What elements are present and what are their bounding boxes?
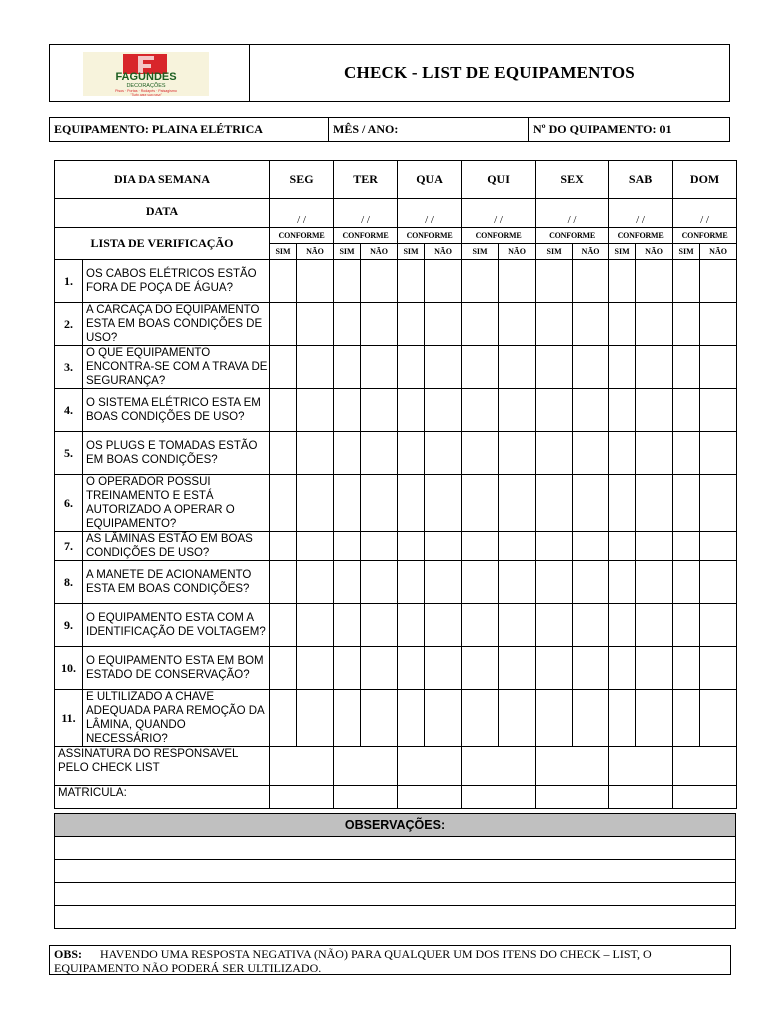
nao-checkbox-sab[interactable] [636,690,673,747]
sim-checkbox-qui[interactable] [462,604,499,647]
observations-table [54,813,736,929]
sim-checkbox-qua[interactable] [398,303,425,346]
sim-checkbox-qua[interactable] [398,260,425,303]
footer-obs-label: OBS: [54,947,83,961]
nao-checkbox-sab[interactable] [636,303,673,346]
conforme-header: CONFORME [673,228,737,244]
nao-checkbox-qui[interactable] [499,604,536,647]
observations-title: OBSERVAÇÕES: [55,814,736,837]
sim-checkbox-sab[interactable] [609,690,636,747]
conforme-header: CONFORME [270,228,334,244]
item-number: 11. [55,690,83,747]
observation-line[interactable] [55,837,736,860]
nao-checkbox-qua[interactable] [425,561,462,604]
sim-checkbox-sex[interactable] [536,561,573,604]
checklist-label: LISTA DE VERIFICAÇÃO [55,228,270,260]
nao-checkbox-qua[interactable] [425,389,462,432]
sim-checkbox-ter[interactable] [334,604,361,647]
item-question: O QUE EQUIPAMENTO ENCONTRA-SE COM A TRAVA DE SEGURANÇA? [83,346,270,389]
item-question: OS PLUGS E TOMADAS ESTÃO EM BOAS CONDIÇÕES? [83,432,270,475]
nao-checkbox-ter[interactable] [361,532,398,561]
sim-checkbox-sex[interactable] [536,346,573,389]
sim-checkbox-ter[interactable] [334,475,361,532]
weekday-sab: SAB [609,161,673,199]
nao-checkbox-dom[interactable] [700,604,737,647]
checklist-item-row [55,647,737,690]
sim-header: SIM [334,244,361,260]
nao-checkbox-qua[interactable] [425,604,462,647]
nao-checkbox-sex[interactable] [573,475,609,532]
nao-checkbox-dom[interactable] [700,532,737,561]
sim-checkbox-sex[interactable] [536,260,573,303]
nao-checkbox-dom[interactable] [700,475,737,532]
nao-checkbox-sab[interactable] [636,532,673,561]
logo-sub-text: DECORAÇÕES [126,83,166,89]
sim-checkbox-qui[interactable] [462,432,499,475]
nao-checkbox-seg[interactable] [297,604,334,647]
nao-checkbox-qui[interactable] [499,475,536,532]
nao-checkbox-dom[interactable] [700,432,737,475]
nao-checkbox-qua[interactable] [425,532,462,561]
nao-checkbox-seg[interactable] [297,647,334,690]
sim-header: SIM [536,244,573,260]
matricula-field-seg[interactable] [270,786,334,809]
nao-checkbox-sab[interactable] [636,432,673,475]
sim-checkbox-seg[interactable] [270,346,297,389]
nao-checkbox-sab[interactable] [636,346,673,389]
signature-label: ASSINATURA DO RESPONSAVEL PELO CHECK LIST [55,747,270,786]
date-field-dom[interactable]: / / [673,199,737,228]
sim-checkbox-dom[interactable] [673,260,700,303]
equipment-number[interactable]: Nº DO QUIPAMENTO: 01 [533,122,672,136]
sim-checkbox-qua[interactable] [398,346,425,389]
item-question: A CARCAÇA DO EQUIPAMENTO ESTA EM BOAS CONDIÇÕES DE USO? [83,303,270,346]
checklist-item-row [55,532,737,561]
sim-checkbox-ter[interactable] [334,432,361,475]
nao-checkbox-ter[interactable] [361,690,398,747]
weekday-row [55,161,737,199]
checklist-item-row [55,432,737,475]
weekday-sex: SEX [536,161,609,199]
item-question: E ULTILIZADO A CHAVE ADEQUADA PARA REMOÇÃO DA LÂMINA, QUANDO NECESSÁRIO? [83,690,270,747]
sim-checkbox-seg[interactable] [270,690,297,747]
nao-checkbox-qui[interactable] [499,303,536,346]
nao-checkbox-dom[interactable] [700,260,737,303]
nao-checkbox-dom[interactable] [700,690,737,747]
sim-checkbox-qui[interactable] [462,561,499,604]
nao-header: NÃO [499,244,536,260]
nao-checkbox-dom[interactable] [700,561,737,604]
nao-checkbox-sab[interactable] [636,389,673,432]
nao-checkbox-qui[interactable] [499,389,536,432]
date-field-ter[interactable]: / / [334,199,398,228]
weekday-label: DIA DA SEMANA [55,161,270,199]
weekday-seg: SEG [270,161,334,199]
date-field-sab[interactable]: / / [609,199,673,228]
sim-checkbox-qua[interactable] [398,690,425,747]
nao-header: NÃO [425,244,462,260]
sim-checkbox-sab[interactable] [609,260,636,303]
nao-header: NÃO [700,244,737,260]
sim-checkbox-qui[interactable] [462,690,499,747]
signature-field-dom[interactable] [673,747,737,786]
sim-checkbox-sex[interactable] [536,432,573,475]
footer-note [49,945,731,975]
nao-checkbox-sab[interactable] [636,604,673,647]
matricula-field-qua[interactable] [398,786,462,809]
sim-checkbox-sab[interactable] [609,532,636,561]
sim-checkbox-seg[interactable] [270,432,297,475]
nao-checkbox-ter[interactable] [361,647,398,690]
nao-checkbox-ter[interactable] [361,260,398,303]
item-number: 6. [55,475,83,532]
sim-checkbox-seg[interactable] [270,303,297,346]
nao-checkbox-qua[interactable] [425,475,462,532]
nao-checkbox-seg[interactable] [297,303,334,346]
nao-checkbox-qui[interactable] [499,432,536,475]
sim-checkbox-ter[interactable] [334,532,361,561]
sim-checkbox-qui[interactable] [462,303,499,346]
nao-checkbox-ter[interactable] [361,346,398,389]
sim-checkbox-sab[interactable] [609,346,636,389]
nao-checkbox-dom[interactable] [700,346,737,389]
item-number: 10. [55,647,83,690]
sim-checkbox-sex[interactable] [536,690,573,747]
nao-checkbox-sab[interactable] [636,561,673,604]
conforme-row [55,228,737,244]
sim-checkbox-dom[interactable] [673,561,700,604]
sim-checkbox-ter[interactable] [334,346,361,389]
observation-line[interactable] [55,860,736,883]
sim-header: SIM [398,244,425,260]
nao-checkbox-ter[interactable] [361,561,398,604]
matricula-field-qui[interactable] [462,786,536,809]
sim-checkbox-dom[interactable] [673,532,700,561]
date-field-qua[interactable]: / / [398,199,462,228]
footer-note-text: HAVENDO UMA RESPOSTA NEGATIVA (NÃO) PARA QUALQUER UM DOS ITENS DO CHECK – LIST, O EQUIPAMENTO NÃO PODERÁ SER ULTILIZADO. [54,947,652,975]
sim-checkbox-dom[interactable] [673,647,700,690]
date-field-seg[interactable]: / / [270,199,334,228]
sim-checkbox-sex[interactable] [536,303,573,346]
nao-checkbox-seg[interactable] [297,260,334,303]
weekday-qui: QUI [462,161,536,199]
checklist-item-row [55,475,737,532]
nao-checkbox-qui[interactable] [499,346,536,389]
sim-checkbox-sex[interactable] [536,532,573,561]
nao-checkbox-seg[interactable] [297,432,334,475]
sim-header: SIM [462,244,499,260]
nao-checkbox-sex[interactable] [573,690,609,747]
sim-header: SIM [270,244,297,260]
nao-checkbox-dom[interactable] [700,647,737,690]
nao-checkbox-seg[interactable] [297,561,334,604]
checklist-item-row [55,260,737,303]
sim-checkbox-ter[interactable] [334,260,361,303]
nao-checkbox-ter[interactable] [361,389,398,432]
logo-slogan-text: "Tudo para sua casa" [130,93,162,96]
sim-checkbox-qua[interactable] [398,432,425,475]
nao-checkbox-qua[interactable] [425,303,462,346]
nao-checkbox-ter[interactable] [361,475,398,532]
matricula-field-sex[interactable] [536,786,609,809]
conforme-header: CONFORME [462,228,536,244]
signature-field-seg[interactable] [270,747,334,786]
sim-checkbox-ter[interactable] [334,561,361,604]
sim-checkbox-seg[interactable] [270,647,297,690]
date-label: DATA [55,199,270,228]
nao-checkbox-sab[interactable] [636,475,673,532]
matricula-row [55,786,737,809]
checklist-item-row [55,303,737,346]
sim-checkbox-qua[interactable] [398,475,425,532]
equipment-info-row [49,117,730,142]
sim-checkbox-sex[interactable] [536,604,573,647]
sim-checkbox-seg[interactable] [270,260,297,303]
nao-checkbox-seg[interactable] [297,346,334,389]
signature-field-sab[interactable] [609,747,673,786]
item-question: OS CABOS ELÉTRICOS ESTÃO FORA DE POÇA DE ÁGUA? [83,260,270,303]
sim-checkbox-qui[interactable] [462,475,499,532]
nao-checkbox-dom[interactable] [700,389,737,432]
sim-checkbox-dom[interactable] [673,389,700,432]
form-header [49,44,730,102]
sim-checkbox-sex[interactable] [536,475,573,532]
nao-checkbox-sab[interactable] [636,260,673,303]
company-logo [83,52,209,96]
nao-checkbox-sex[interactable] [573,647,609,690]
nao-checkbox-sex[interactable] [573,604,609,647]
nao-checkbox-ter[interactable] [361,604,398,647]
sim-checkbox-qui[interactable] [462,346,499,389]
sim-checkbox-qua[interactable] [398,389,425,432]
signature-field-qui[interactable] [462,747,536,786]
logo-tagline-text: Pisos · Portas · Rodapés · Paisagismo [115,89,177,93]
nao-header: NÃO [297,244,334,260]
nao-checkbox-sex[interactable] [573,303,609,346]
checklist-item-row [55,604,737,647]
checklist-grid [54,160,737,809]
sim-checkbox-sex[interactable] [536,647,573,690]
matricula-label: MATRICULA: [55,786,270,809]
item-number: 5. [55,432,83,475]
sim-checkbox-seg[interactable] [270,389,297,432]
nao-checkbox-qui[interactable] [499,532,536,561]
sim-checkbox-dom[interactable] [673,690,700,747]
date-row [55,199,737,228]
sim-checkbox-dom[interactable] [673,303,700,346]
item-question: O SISTEMA ELÉTRICO ESTA EM BOAS CONDIÇÕES DE USO? [83,389,270,432]
nao-checkbox-sex[interactable] [573,346,609,389]
item-number: 3. [55,346,83,389]
sim-checkbox-qui[interactable] [462,647,499,690]
signature-field-ter[interactable] [334,747,398,786]
sim-checkbox-qui[interactable] [462,532,499,561]
nao-checkbox-qui[interactable] [499,561,536,604]
nao-checkbox-sex[interactable] [573,260,609,303]
logo-cell [50,45,250,101]
sim-checkbox-seg[interactable] [270,475,297,532]
conforme-header: CONFORME [536,228,609,244]
nao-checkbox-qua[interactable] [425,260,462,303]
nao-checkbox-seg[interactable] [297,475,334,532]
sim-header: SIM [673,244,700,260]
nao-checkbox-qui[interactable] [499,647,536,690]
weekday-qua: QUA [398,161,462,199]
nao-header: NÃO [636,244,673,260]
sim-checkbox-seg[interactable] [270,561,297,604]
checklist-item-row [55,346,737,389]
sim-checkbox-qua[interactable] [398,604,425,647]
nao-checkbox-qua[interactable] [425,647,462,690]
matricula-field-dom[interactable] [673,786,737,809]
nao-checkbox-dom[interactable] [700,303,737,346]
sim-checkbox-sab[interactable] [609,561,636,604]
sim-checkbox-ter[interactable] [334,303,361,346]
page-title: CHECK - LIST DE EQUIPAMENTOS [344,63,635,82]
observation-line[interactable] [55,883,736,906]
sim-checkbox-sab[interactable] [609,475,636,532]
checklist-item-row [55,561,737,604]
checklist-item-row [55,389,737,432]
sim-checkbox-qui[interactable] [462,389,499,432]
nao-checkbox-ter[interactable] [361,303,398,346]
conforme-header: CONFORME [334,228,398,244]
sim-checkbox-seg[interactable] [270,604,297,647]
date-field-sex[interactable]: / / [536,199,609,228]
item-number: 7. [55,532,83,561]
matricula-field-ter[interactable] [334,786,398,809]
nao-header: NÃO [361,244,398,260]
nao-checkbox-seg[interactable] [297,389,334,432]
sim-checkbox-qua[interactable] [398,532,425,561]
conforme-header: CONFORME [609,228,673,244]
item-number: 9. [55,604,83,647]
sim-checkbox-ter[interactable] [334,690,361,747]
nao-checkbox-sex[interactable] [573,432,609,475]
sim-checkbox-dom[interactable] [673,346,700,389]
sim-checkbox-ter[interactable] [334,647,361,690]
sim-checkbox-dom[interactable] [673,432,700,475]
sim-header: SIM [609,244,636,260]
item-question: A MANETE DE ACIONAMENTO ESTA EM BOAS CONDIÇÕES? [83,561,270,604]
sim-checkbox-dom[interactable] [673,604,700,647]
sim-checkbox-dom[interactable] [673,475,700,532]
signature-field-qua[interactable] [398,747,462,786]
date-field-qui[interactable]: / / [462,199,536,228]
item-number: 8. [55,561,83,604]
signature-field-sex[interactable] [536,747,609,786]
nao-checkbox-seg[interactable] [297,690,334,747]
sim-checkbox-sex[interactable] [536,389,573,432]
signature-row [55,747,737,786]
item-question: O OPERADOR POSSUI TREINAMENTO E ESTÁ AUTORIZADO A OPERAR O EQUIPAMENTO? [83,475,270,532]
item-number: 4. [55,389,83,432]
sim-checkbox-sab[interactable] [609,604,636,647]
nao-checkbox-sex[interactable] [573,561,609,604]
nao-checkbox-ter[interactable] [361,432,398,475]
nao-checkbox-seg[interactable] [297,532,334,561]
sim-checkbox-sab[interactable] [609,647,636,690]
conforme-header: CONFORME [398,228,462,244]
sim-checkbox-ter[interactable] [334,389,361,432]
sim-checkbox-seg[interactable] [270,532,297,561]
observation-line[interactable] [55,906,736,929]
logo-brand-text: FAGUNDES [115,71,177,83]
item-question: AS LÂMINAS ESTÃO EM BOAS CONDIÇÕES DE USO? [83,532,270,561]
nao-checkbox-qua[interactable] [425,346,462,389]
item-question: O EQUIPAMENTO ESTA COM A IDENTIFICAÇÃO DE VOLTAGEM? [83,604,270,647]
sim-checkbox-sab[interactable] [609,432,636,475]
nao-checkbox-qui[interactable] [499,260,536,303]
sim-checkbox-qua[interactable] [398,647,425,690]
nao-header: NÃO [573,244,609,260]
nao-checkbox-qua[interactable] [425,432,462,475]
nao-checkbox-qui[interactable] [499,690,536,747]
matricula-field-sab[interactable] [609,786,673,809]
checklist-item-row [55,690,737,747]
item-number: 2. [55,303,83,346]
sim-checkbox-sab[interactable] [609,389,636,432]
sim-checkbox-sab[interactable] [609,303,636,346]
nao-checkbox-sex[interactable] [573,532,609,561]
sim-checkbox-qua[interactable] [398,561,425,604]
nao-checkbox-qua[interactable] [425,690,462,747]
month-year-field[interactable]: MÊS / ANO: [329,118,529,141]
equipment-name[interactable]: EQUIPAMENTO: PLAINA ELÉTRICA [50,118,329,141]
weekday-ter: TER [334,161,398,199]
item-number: 1. [55,260,83,303]
weekday-dom: DOM [673,161,737,199]
item-question: O EQUIPAMENTO ESTA EM BOM ESTADO DE CONSERVAÇÃO? [83,647,270,690]
nao-checkbox-sab[interactable] [636,647,673,690]
nao-checkbox-sex[interactable] [573,389,609,432]
sim-checkbox-qui[interactable] [462,260,499,303]
